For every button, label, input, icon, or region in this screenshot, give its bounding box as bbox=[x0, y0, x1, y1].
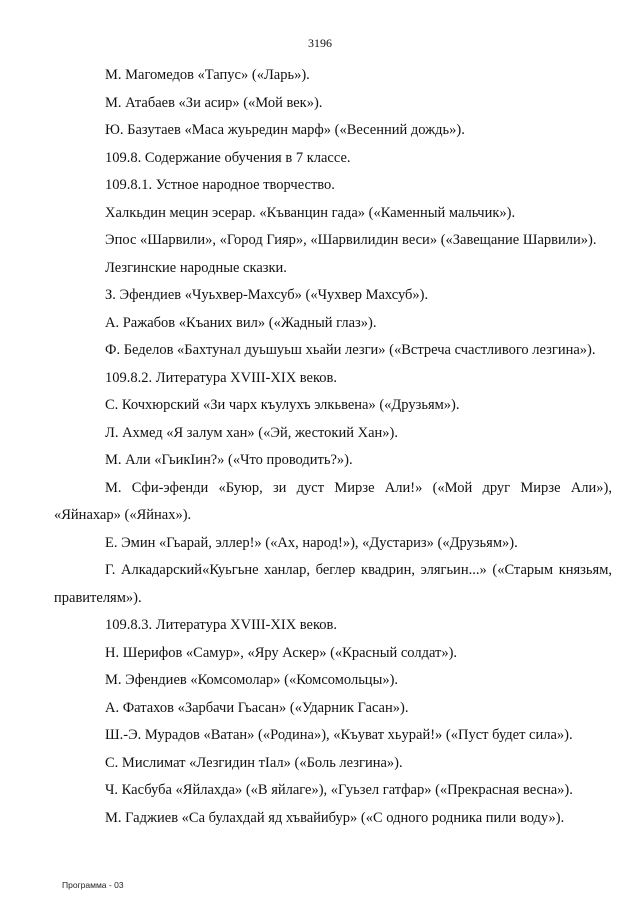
paragraph: Эпос «Шарвили», «Город Гияр», «Шарвилидин веси» («Завещание Шарвили»). bbox=[105, 232, 597, 248]
document-body bbox=[54, 62, 612, 832]
paragraph: С. Мислимат «Лезгидин тIал» («Боль лезгина»). bbox=[105, 754, 403, 771]
page-footer: Программа - 03 bbox=[62, 880, 124, 890]
section-heading: 109.8. Содержание обучения в 7 классе. bbox=[105, 149, 351, 166]
paragraph: Г. Алкадарский«Куьгьне ханлар, беглер квадрин, элягьин...» («Старым князьям, правителям»). bbox=[54, 562, 612, 606]
paragraph: А. Фатахов «Зарбачи Гьасан» («Ударник Гасан»). bbox=[105, 699, 409, 716]
paragraph: М. Сфи-эфенди «Буюр, зи дуст Мирзе Али!» («Мой друг Мирзе Али»), «Яйнахар» («Яйнах»). bbox=[54, 479, 612, 523]
page-number: 3196 bbox=[308, 36, 332, 50]
paragraph: Е. Эмин «Гьарай, эллер!» («Ах, народ!»), «Дустариз» («Друзьям»). bbox=[105, 534, 518, 551]
paragraph: М. Эфендиев «Комсомолар» («Комсомольцы»). bbox=[105, 672, 399, 688]
section-heading: 109.8.1. Устное народное творчество. bbox=[105, 177, 335, 193]
paragraph: Ч. Касбуба «Яйлахда» («В яйлаге»), «Гуьзел гатфар» («Прекрасная весна»). bbox=[105, 782, 573, 798]
paragraph: Н. Шерифов «Самур», «Яру Аскер» («Красный солдат»). bbox=[105, 644, 458, 661]
paragraph: Лезгинские народные сказки. bbox=[105, 259, 287, 276]
section-heading: 109.8.3. Литература XVIII-XIX веков. bbox=[105, 617, 338, 633]
section-heading: 109.8.2. Литература XVIII-XIX веков. bbox=[105, 369, 338, 386]
paragraph: Ш.-Э. Мурадов «Ватан» («Родина»), «Къуват хьурай!» («Пуст будет сила»). bbox=[105, 727, 573, 743]
paragraph: З. Эфендиев «Чуьхвер-Махсуб» («Чухвер Махсуб»). bbox=[105, 287, 429, 303]
paragraph: С. Кочхюрский «Зи чарх къулухъ элкьвена» («Друзьям»). bbox=[105, 397, 460, 413]
paragraph: Л. Ахмед «Я залум хан» («Эй, жестокий Хан»). bbox=[105, 424, 398, 441]
paragraph: Ф. Беделов «Бахтунал дуьшуьш хьайи лезги» («Встреча счастливого лезгина»). bbox=[105, 342, 596, 358]
paragraph: М. Магомедов «Тапус» («Ларь»). bbox=[105, 67, 310, 83]
paragraph: Халкьдин мецин эсерар. «Къванцин гада» («Каменный мальчик»). bbox=[105, 204, 516, 221]
paragraph: М. Али «ГьикIин?» («Что проводить?»). bbox=[105, 452, 353, 468]
paragraph: Ю. Базутаев «Маса жуьредин марф» («Весенний дождь»). bbox=[105, 122, 465, 138]
paragraph: М. Гаджиев «Са булахдай яд хъвайибур» («С одного родника пили воду»). bbox=[105, 809, 565, 826]
paragraph: М. Атабаев «Зи асир» («Мой век»). bbox=[105, 94, 323, 111]
paragraph: А. Ражабов «Къаних вил» («Жадный глаз»). bbox=[105, 314, 377, 331]
